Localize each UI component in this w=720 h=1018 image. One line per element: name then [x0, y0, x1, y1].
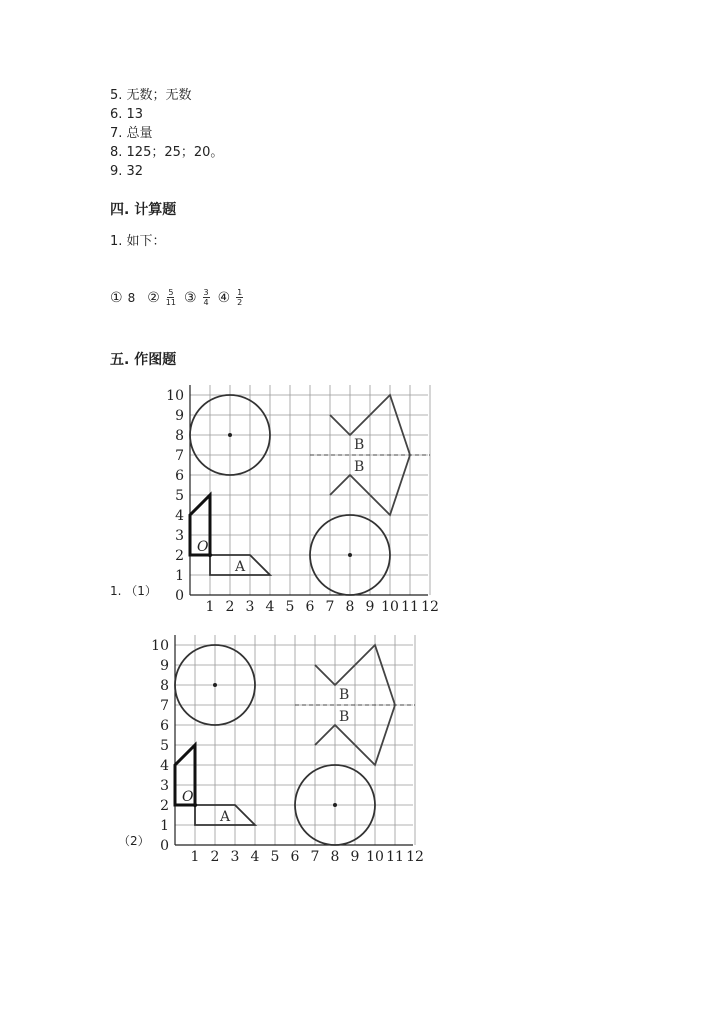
x-tick-label: 1: [190, 849, 200, 865]
shape-b-label: B: [354, 459, 365, 475]
figure-label-1: 1. （1）: [110, 584, 157, 598]
figure-label-2: （2）: [118, 834, 150, 848]
numerator: 1: [237, 288, 243, 297]
x-tick-label: 9: [365, 599, 375, 615]
y-tick-label: 4: [160, 758, 169, 774]
y-tick-label: 8: [175, 428, 184, 444]
y-tick-label: 2: [175, 548, 184, 564]
y-tick-label: 3: [160, 778, 169, 794]
y-tick-label: 3: [175, 528, 184, 544]
y-tick-label: 10: [166, 388, 184, 404]
y-tick-label: 7: [175, 448, 184, 464]
shape-b-label: B: [354, 437, 365, 453]
calc-answers: [110, 288, 251, 307]
grid-figure-1: [150, 385, 450, 615]
x-tick-label: 11: [386, 849, 404, 865]
y-tick-label: 2: [160, 798, 169, 814]
circle-center-dot: [213, 683, 217, 687]
circle-center-dot: [333, 803, 337, 807]
x-tick-label: 6: [305, 599, 315, 615]
shape-a-label: A: [220, 809, 231, 825]
x-tick-label: 8: [345, 599, 355, 615]
circle-center-dot: [228, 433, 232, 437]
y-tick-label: 9: [160, 658, 169, 674]
answer-9: 9. 32: [110, 164, 144, 179]
denominator: 4: [203, 298, 209, 307]
x-tick-label: 9: [350, 849, 360, 865]
x-tick-label: 4: [250, 849, 260, 865]
y-tick-label: 4: [175, 508, 184, 524]
answer-mark-1: ①: [110, 289, 123, 306]
x-tick-label: 7: [310, 849, 320, 865]
y-tick-label: 8: [160, 678, 169, 694]
answer-value-1: 8: [127, 290, 136, 305]
x-tick-label: 1: [205, 599, 215, 615]
numerator: 3: [203, 288, 209, 297]
x-tick-label: 7: [325, 599, 335, 615]
shape-b-label: B: [339, 687, 350, 703]
shape-b-label: B: [339, 709, 350, 725]
x-tick-label: 3: [230, 849, 240, 865]
x-tick-label: 10: [381, 599, 399, 615]
fraction-4: [236, 288, 243, 307]
answer-5: 5. 无数；无数: [110, 88, 192, 103]
fraction-2: [166, 288, 176, 307]
y-tick-label: 1: [160, 818, 169, 834]
answer-7: 7. 总量: [110, 126, 153, 141]
y-tick-label: 5: [160, 738, 169, 754]
point-o-label: O: [182, 789, 194, 805]
x-tick-label: 12: [421, 599, 439, 615]
y-tick-label: 9: [175, 408, 184, 424]
circle-center-dot: [348, 553, 352, 557]
fraction-3: [203, 288, 210, 307]
y-tick-label: 0: [160, 838, 169, 854]
shape-a-label: A: [235, 559, 246, 575]
x-tick-label: 4: [265, 599, 275, 615]
answer-mark-4: ④: [217, 289, 231, 306]
x-tick-label: 2: [210, 849, 220, 865]
x-tick-label: 8: [330, 849, 340, 865]
denominator: 2: [237, 298, 243, 307]
answer-mark-2: ②: [147, 289, 160, 306]
y-tick-label: 6: [160, 718, 169, 734]
x-tick-label: 10: [366, 849, 384, 865]
x-tick-label: 3: [245, 599, 255, 615]
x-tick-label: 5: [270, 849, 280, 865]
y-tick-label: 7: [160, 698, 169, 714]
y-tick-label: 0: [175, 588, 184, 604]
x-tick-label: 12: [406, 849, 424, 865]
section-4-title: 四. 计算题: [110, 202, 177, 218]
section-5-title: 五. 作图题: [110, 352, 177, 368]
denominator: 11: [165, 298, 176, 307]
answer-8: 8. 125；25；20。: [110, 145, 224, 160]
y-tick-label: 1: [175, 568, 184, 584]
x-tick-label: 5: [285, 599, 295, 615]
section-4-item-1: 1. 如下：: [110, 234, 166, 249]
answer-6: 6. 13: [110, 107, 144, 122]
answer-mark-3: ③: [183, 289, 197, 306]
x-tick-label: 2: [225, 599, 235, 615]
y-tick-label: 10: [151, 638, 169, 654]
x-tick-label: 6: [290, 849, 300, 865]
numerator: 5: [168, 288, 174, 297]
y-tick-label: 5: [175, 488, 184, 504]
point-o-label: O: [197, 539, 209, 555]
y-tick-label: 6: [175, 468, 184, 484]
grid-figure-2: [135, 635, 435, 865]
x-tick-label: 11: [401, 599, 419, 615]
